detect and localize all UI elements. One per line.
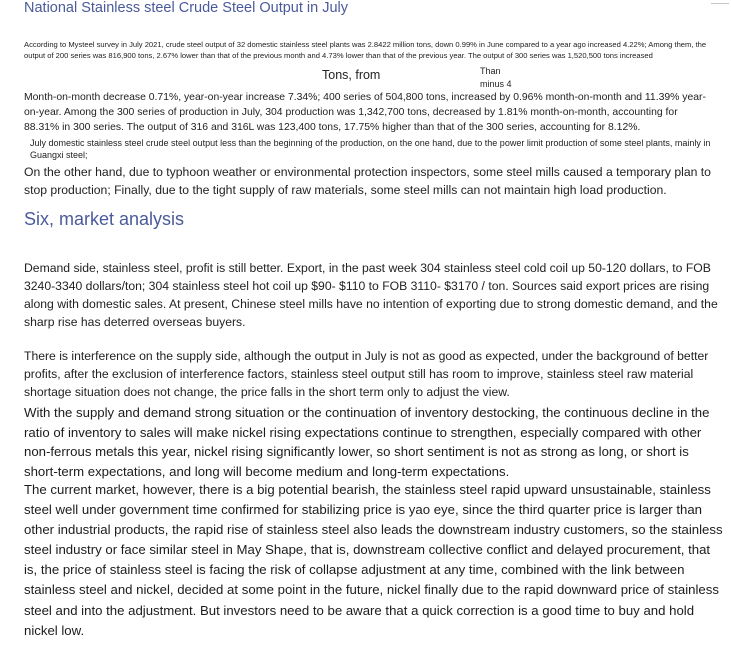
current-market-paragraph: The current market, however, there is a big potential bearish, the stainless steel rapid upward unsustainable, stainless steel well under government time confirmed for stabilizing price is yao eye, since the third quarter price is larger than other industrial products, the rapid rise of stainless steel also leads the downstream industry customers, so the stainless steel industry or face similar steel in May Shape, that is, downstream collective conflict and delayed procurement, that is, the price of stainless steel is facing the risk of collapse adjustment at any time, combined with the link between stainless steel and nickel, decided at some point in the future, nickel finally due to the rapid downward price of stainless steel and into the adjustment. But investors need to be aware that a quick correction is a good time to buy and hold nickel low. xyxy=(24,482,723,638)
supply-paragraph: There is interference on the supply side, although the output in July is not as good as expected, under the background of better profits, after the exclusion of interference factors, stainless steel output still has room to improve, stainless steel raw material shortage situation does not change, the price falls in the short term only to adjust the view. xyxy=(24,349,709,399)
other-hand-paragraph: On the other hand, due to typhoon weather or environmental protection inspectors, some steel mills caused a temporary plan to stop production; Finally, due to the tight supply of raw materials, some steel mills can not maintain high load production. xyxy=(24,165,711,197)
demand-paragraph: Demand side, stainless steel, profit is still better. Export, in the past week 304 stainless steel cold coil up 50-120 dollars, to FOB 3240-3340 dollars/ton; 304 stainless steel hot coil up $90- $110 to FOB 3110- $3170 / ton. Sources said export prices are rising along with domestic sales. At present, Chinese steel mills have no intention of exporting due to strong domestic demand, and the sharp rise has deterred overseas buyers. xyxy=(24,261,718,329)
month-on-month-paragraph: Month-on-month decrease 0.71%, year-on-year increase 7.34%; 400 series of 504,800 tons, increased by 0.96% month-on-month and 11.39% year-on-year. Among the 300 series of production in July, 304 production was 1,342,700 tons, decreased by 1.81% month-on-month, accounting for 88.31% in 300 series. The output of 316 and 316L was 123,400 tons, 17.75% higher than that of the 300 series, accounting for 8.12%. xyxy=(24,92,706,134)
tons-from-label: Tons, from xyxy=(322,68,381,82)
document-title: National Stainless steel Crude Steel Output in July xyxy=(24,0,349,16)
than-minus-label: Than minus 4 xyxy=(480,66,512,89)
divider xyxy=(711,3,729,4)
july-note-paragraph: July domestic stainless steel crude steel output less than the beginning of the production, on the one hand, due to the power limit production of some steel plants, mainly in Guangxi steel; xyxy=(30,138,711,161)
survey-paragraph: According to Mysteel survey in July 2021, crude steel output of 32 domestic stainless steel plants was 2.8422 million tons, down 0.99% in June compared to a year ago increased 4.22%; Among them, the output of 200 series was 816,900 tons, 2.67% lower than that of the previous month and 4.73% lower than that of the previous year. The output of 300 series was 1,520,500 tons increased xyxy=(24,40,707,60)
section-heading: Six, market analysis xyxy=(24,209,185,229)
destocking-paragraph: With the supply and demand strong situation or the continuation of inventory destocking, the continuous decline in the ratio of inventory to sales will make nickel rising expectations continue to strengthen, especially compared with other non-ferrous metals this year, nickel rising significantly lower, so short sentiment is not as strong as long, or short is short-term expectations, and long will become medium and long-term expectations. xyxy=(24,405,710,480)
